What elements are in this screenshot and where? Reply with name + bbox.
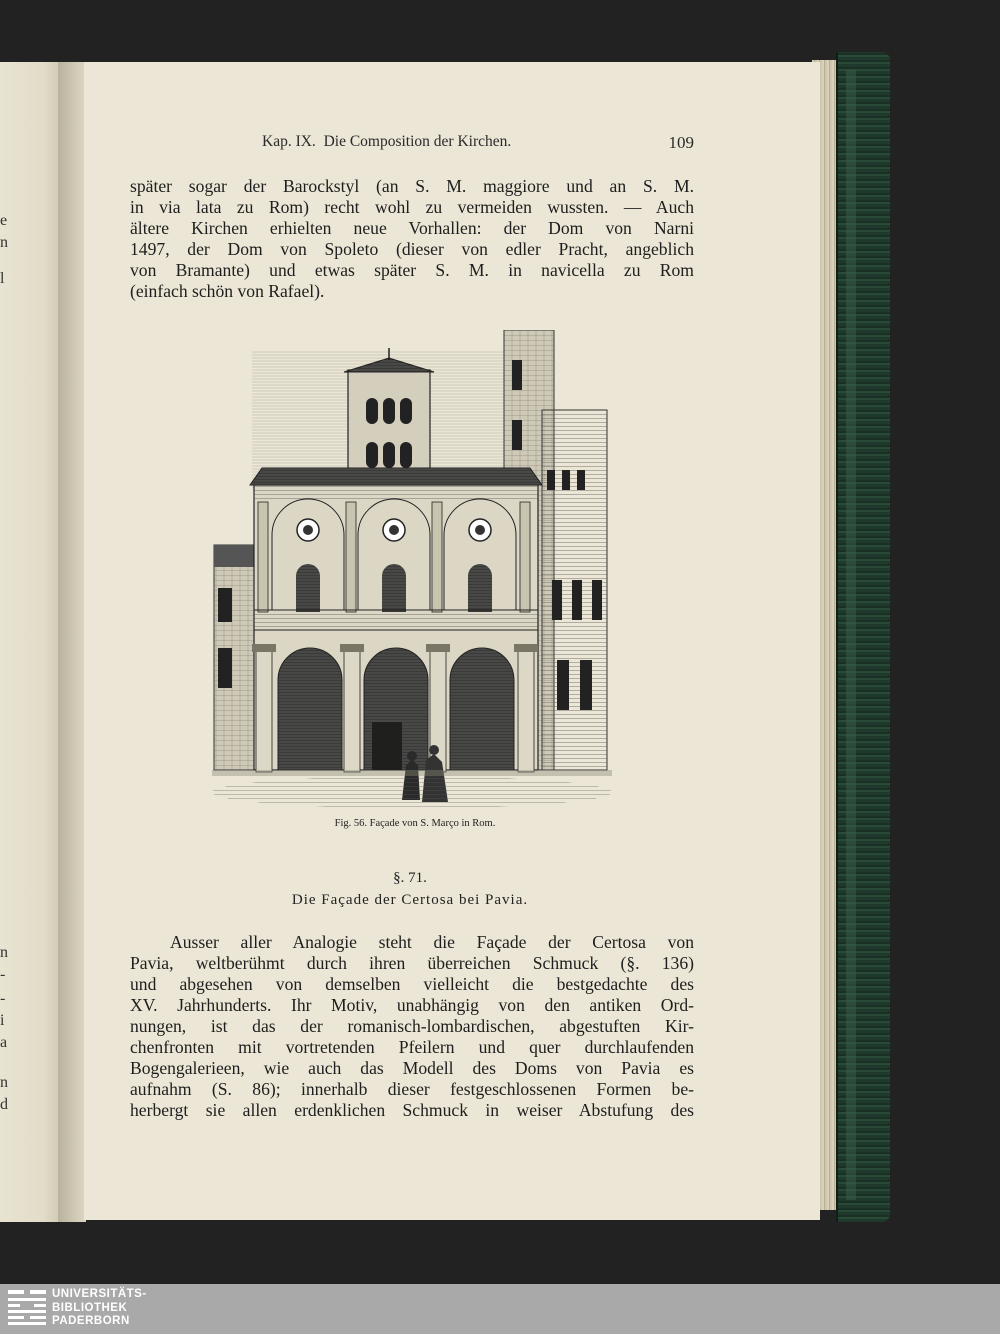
left-page-fragment: - (0, 990, 6, 1007)
figure-caption: Fig. 56. Façade von S. Março in Rom. (334, 818, 496, 829)
chapter-title: Die Composition der Kirchen. (323, 133, 512, 150)
left-page-fragment: i (0, 1012, 5, 1029)
text-line: von Bramante) und etwas später S. M. in navicella zu Rom (130, 260, 694, 280)
text-line: Pavia, weltberühmt durch ihren überreichen Schmuck (§. 136) (130, 953, 694, 973)
left-page-fragment: - (0, 966, 6, 983)
library-name-line: PADERBORN (52, 1315, 130, 1327)
text-line: Bogengalerieen, wie auch das Modell des Doms von Pavia es (130, 1058, 694, 1078)
church-facade-engraving (212, 330, 612, 808)
text-line: und abgesehen von demselben vielleicht die bestgedachte des (130, 974, 694, 994)
book-cover (836, 52, 890, 1222)
left-page-fragment: l (0, 270, 5, 287)
text-line: (einfach schön von Rafael). (130, 281, 325, 301)
chapter-label: Kap. IX. (262, 133, 316, 150)
section-number: §. 71. (393, 870, 427, 886)
text-line: Ausser aller Analogie steht die Façade der Certosa von (170, 932, 694, 952)
text-line: ältere Kirchen erhielten neue Vorhallen: der Dom von Narni (130, 218, 694, 238)
text-line: herbergt sie allen erdenklichen Schmuck in weiser Abstufung des (130, 1100, 694, 1120)
library-name-line: BIBLIOTHEK (52, 1301, 128, 1314)
library-footer (0, 1284, 1000, 1334)
engraving-figure (212, 330, 612, 808)
text-line: in via lata zu Rom) recht wohl zu vermeiden wussten. — Auch (130, 197, 694, 217)
left-page-fragment: n (0, 1074, 8, 1091)
cover-highlight (846, 70, 856, 1200)
left-page-fragment: n (0, 234, 8, 251)
left-page (0, 62, 62, 1222)
text-line: nungen, ist das der romanisch-lombardischen, abgestuften Kir- (130, 1016, 694, 1036)
left-page-fragment: a (0, 1034, 8, 1051)
text-line: aufnahm (S. 86); innerhalb dieser festgeschlossenen Formen be- (130, 1079, 694, 1099)
text-line: 1497, der Dom von Spoleto (dieser von edler Pracht, angeblich (130, 239, 694, 259)
library-logo-icon (8, 1290, 46, 1328)
page-number: 109 (668, 133, 694, 152)
book-gutter (58, 62, 86, 1222)
body-paragraph (130, 932, 694, 1121)
top-paragraph (130, 176, 694, 302)
left-page-fragment: n (0, 944, 8, 961)
library-name (52, 1288, 147, 1329)
text-line: chenfronten mit vortretenden Pfeilern und quer durchlaufenden (130, 1037, 694, 1057)
left-page-fragment: e (0, 212, 8, 229)
left-page-fragment: d (0, 1096, 8, 1113)
section-title: Die Façade der Certosa bei Pavia. (291, 892, 529, 908)
text-line: später sogar der Barockstyl (an S. M. maggiore und an S. M. (130, 176, 694, 196)
text-line: XV. Jahrhunderts. Ihr Motiv, unabhängig von den antiken Ord- (130, 995, 694, 1015)
library-name-line: UNIVERSITÄTS- (52, 1288, 147, 1300)
running-head-text (262, 133, 511, 151)
